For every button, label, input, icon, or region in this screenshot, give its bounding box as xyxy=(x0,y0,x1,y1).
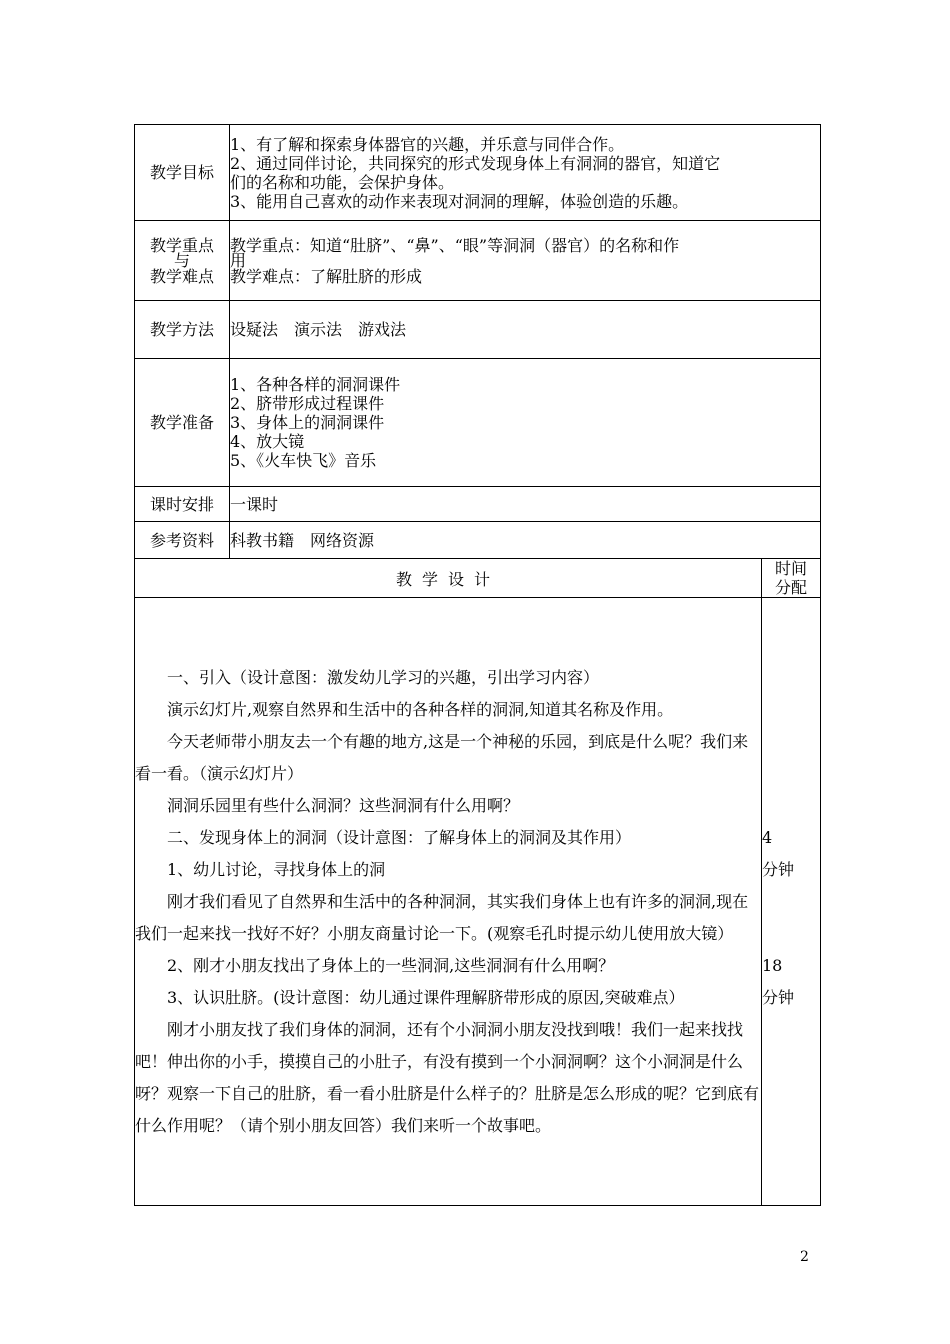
time-entry xyxy=(762,950,820,1014)
prep-line: 5、《火车快飞》音乐 xyxy=(230,451,377,470)
row-focus xyxy=(135,221,821,301)
row-goals xyxy=(135,125,821,221)
focus-line: 教学难点：了解肚脐的形成 xyxy=(230,266,423,286)
prep-line: 4、放大镜 xyxy=(230,432,305,451)
row-design-header xyxy=(135,559,821,598)
prep-line: 3、身体上的洞洞课件 xyxy=(230,413,385,432)
schedule-value: 一课时 xyxy=(230,487,821,522)
goals-content xyxy=(230,125,821,221)
time-allocation xyxy=(762,598,821,1206)
design-header: 教学设计 xyxy=(135,559,762,598)
goals-line: 们的名称和功能，会保护身体。 xyxy=(230,172,455,192)
goals-line: 3、能用自己喜欢的动作来表现对洞洞的理解，体验创造的乐趣。 xyxy=(230,191,689,211)
design-paragraph: 一、引入（设计意图：激发幼儿学习的兴趣，引出学习内容） xyxy=(167,667,600,687)
design-paragraph: 洞洞乐园里有些什么洞洞？这些洞洞有什么用啊？ xyxy=(167,795,520,815)
prep-line: 1、各种各样的洞洞课件 xyxy=(230,375,401,394)
time-unit: 分钟 xyxy=(762,859,795,879)
reference-label: 参考资料 xyxy=(135,522,230,559)
goals-line: 2、通过同伴讨论，共同探究的形式发现身体上有洞洞的器官，知道它 xyxy=(230,153,721,173)
focus-line: 教学重点：知道“肚脐”、“鼻”、“眼”等洞洞（器官）的名称和作 xyxy=(230,235,680,255)
prep-label: 教学准备 xyxy=(135,359,230,487)
time-number: 18 xyxy=(762,955,783,975)
method-label: 教学方法 xyxy=(135,301,230,359)
page-number: 2 xyxy=(800,1249,809,1265)
focus-label-line: 教学难点 xyxy=(149,266,214,286)
design-paragraph: 演示幻灯片,观察自然界和生活中的各种各样的洞洞,知道其名称及作用。 xyxy=(167,699,674,719)
row-method xyxy=(135,301,821,359)
time-header xyxy=(762,559,821,598)
schedule-label: 课时安排 xyxy=(135,487,230,522)
design-paragraph: 1、幼儿讨论，寻找身体上的洞 xyxy=(167,859,386,879)
prep-content xyxy=(230,359,821,487)
focus-content xyxy=(230,221,821,301)
row-design-body xyxy=(135,598,821,1206)
row-prep xyxy=(135,359,821,487)
time-header-line: 分配 xyxy=(774,578,807,597)
design-paragraph: 二、发现身体上的洞洞（设计意图：了解身体上的洞洞及其作用） xyxy=(167,827,632,847)
design-body xyxy=(135,598,762,1206)
design-paragraph: 刚才我们看见了自然界和生活中的各种洞洞，其实我们身体上也有许多的洞洞,现在我们一起来找一找好不好？小朋友商量讨论一下。(观察毛孔时提示幼儿使用放大镜） xyxy=(135,891,749,943)
design-paragraph: 2、刚才小朋友找出了身体上的一些洞洞,这些洞洞有什么用啊？ xyxy=(167,955,615,975)
time-header-line: 时间 xyxy=(774,559,807,578)
row-reference xyxy=(135,522,821,559)
goals-label: 教学目标 xyxy=(135,125,230,221)
prep-line: 2、脐带形成过程课件 xyxy=(230,394,385,413)
focus-label xyxy=(135,221,230,301)
focus-label-line: 教学重点 xyxy=(149,235,214,255)
time-unit: 分钟 xyxy=(762,987,795,1007)
method-value: 设疑法 演示法 游戏法 xyxy=(230,301,821,359)
design-paragraph: 刚才小朋友找了我们身体的洞洞，还有个小洞洞小朋友没找到哦！我们一起来找找吧！伸出你的小手，摸摸自己的小肚子，有没有摸到一个小洞洞啊？这个小洞洞是什么呀？观察一下自己的肚脐，看一看小肚脐是什么样子的？肚脐是怎么形成的呢？它到底有什么作用呢？（请个别小朋友回答）我们来听一个故事吧。 xyxy=(135,1019,760,1135)
lesson-plan-table xyxy=(134,124,821,1206)
reference-value: 科教书籍 网络资源 xyxy=(230,522,821,559)
goals-line: 1、有了解和探索身体器官的兴趣，并乐意与同伴合作。 xyxy=(230,134,625,154)
time-entry xyxy=(762,822,820,886)
design-paragraph: 3、认识肚脐。(设计意图：幼儿通过课件理解脐带形成的原因,突破难点） xyxy=(167,987,685,1007)
time-number: 4 xyxy=(762,827,773,847)
focus-label-line: 与 xyxy=(173,250,190,270)
design-paragraph: 今天老师带小朋友去一个有趣的地方,这是一个神秘的乐园，到底是什么呢？我们来看一看。（演示幻灯片） xyxy=(135,731,749,783)
row-schedule xyxy=(135,487,821,522)
focus-line: 用 xyxy=(230,250,247,270)
